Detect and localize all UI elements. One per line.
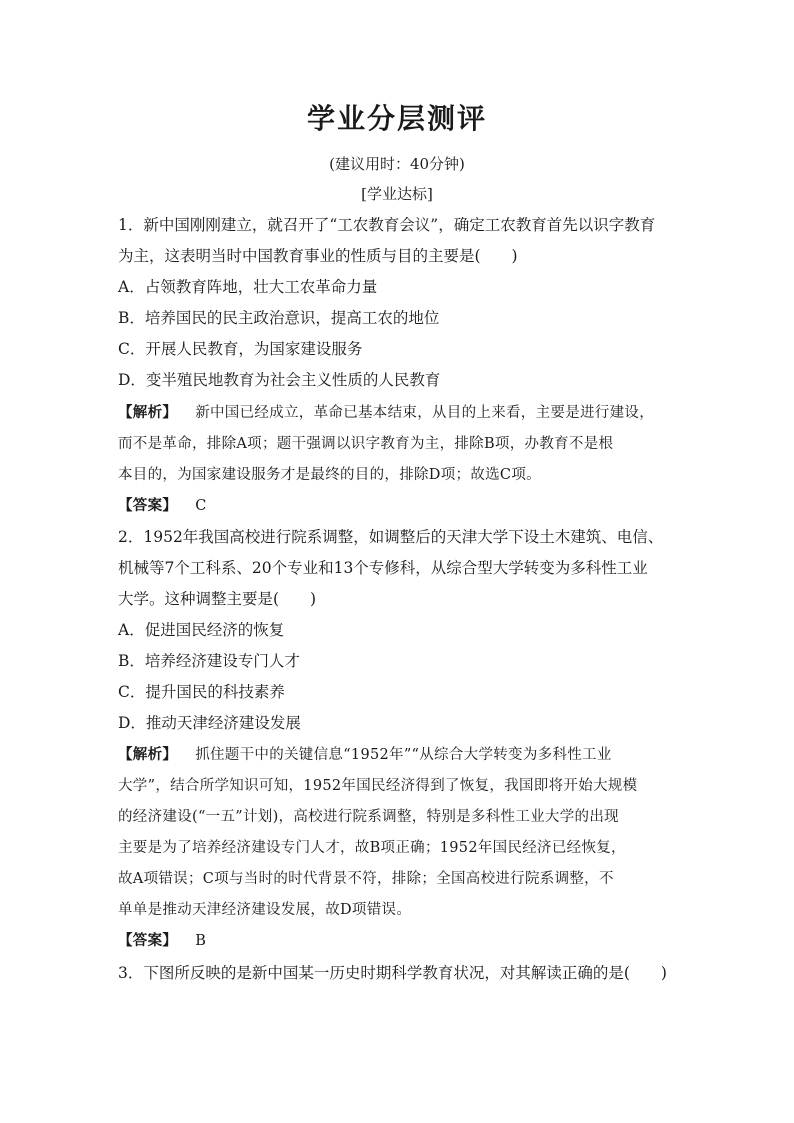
q2-option-c: C．提升国民的科技素养 — [118, 683, 285, 701]
q1-option-c: C．开展人民教育，为国家建设服务 — [118, 340, 363, 358]
q2-answer-tag: 【答案】 — [118, 932, 178, 949]
q2-analysis-line-6: 单单是推动天津经济建设发展，故D项错误。 — [118, 902, 412, 918]
q1-analysis-line-1 — [118, 403, 676, 423]
q2-analysis-line-2: 大学”，结合所学知识可知，1952年国民经济得到了恢复，我国即将开始大规模 — [118, 778, 638, 794]
q1-option-a: A．占领教育阵地，壮大工农革命力量 — [118, 278, 378, 296]
q2-option-b: B．培养经济建设专门人才 — [118, 652, 300, 670]
section-heading: [学业达标] — [361, 185, 433, 203]
q1-stem-line-2: 为主，这表明当时中国教育事业的性质与目的主要是( ) — [118, 247, 518, 265]
q2-analysis-text-1: 抓住题干中的关键信息“1952年”“从综合大学转变为多科性工业 — [195, 747, 612, 763]
time-note: (建议用时：40分钟) — [329, 155, 465, 173]
q1-analysis-line-2: 而不是革命，排除A项；题干强调以识字教育为主，排除B项，办教育不是根 — [118, 436, 614, 452]
q2-option-d: D．推动天津经济建设发展 — [118, 714, 301, 732]
q1-option-d: D．变半殖民地教育为社会主义性质的人民教育 — [118, 371, 441, 389]
q2-option-a: A．促进国民经济的恢复 — [118, 621, 285, 639]
q1-stem-line-1: 1．新中国刚刚建立，就召开了“工农教育会议”，确定工农教育首先以识字教育 — [118, 216, 656, 234]
q2-analysis-tag: 【解析】 — [118, 746, 178, 763]
q2-stem-line-2: 机械等7个工科系、20个专业和13个专修科，从综合型大学转变为多科性工业 — [118, 559, 648, 577]
page-title: 学业分层测评 — [306, 102, 487, 135]
q2-analysis-line-4: 主要是为了培养经济建设专门人才，故B项正确；1952年国民经济已经恢复， — [118, 840, 626, 856]
q2-analysis-line-5: 故A项错误；C项与当时的时代背景不符，排除；全国高校进行院系调整，不 — [118, 871, 614, 887]
q1-answer-value: C — [195, 498, 207, 514]
q1-analysis-text-1: 新中国已经成立，革命已基本结束，从目的上来看，主要是进行建设， — [195, 405, 654, 421]
q3-stem-line-1: 3．下图所反映的是新中国某一历史时期科学教育状况，对其解读正确的是( ) — [118, 964, 667, 982]
q1-answer-tag: 【答案】 — [118, 497, 178, 514]
q1-analysis-line-3: 本目的，为国家建设服务才是最终的目的，排除D项；故选C项。 — [118, 467, 541, 483]
q2-answer-value: B — [195, 933, 207, 949]
q2-answer-line — [118, 931, 676, 951]
q1-option-b: B．培养国民的民主政治意识，提高工农的地位 — [118, 309, 440, 327]
q2-analysis-line-1 — [118, 745, 676, 765]
q1-answer-line — [118, 496, 676, 516]
q2-stem-line-3: 大学。这种调整主要是( ) — [118, 590, 317, 608]
q2-stem-line-1: 2．1952年我国高校进行院系调整，如调整后的天津大学下设土木建筑、电信、 — [118, 528, 664, 546]
q2-analysis-line-3: 的经济建设(“一五”计划)，高校进行院系调整，特别是多科性工业大学的出现 — [118, 809, 619, 825]
q1-analysis-tag: 【解析】 — [118, 404, 178, 421]
